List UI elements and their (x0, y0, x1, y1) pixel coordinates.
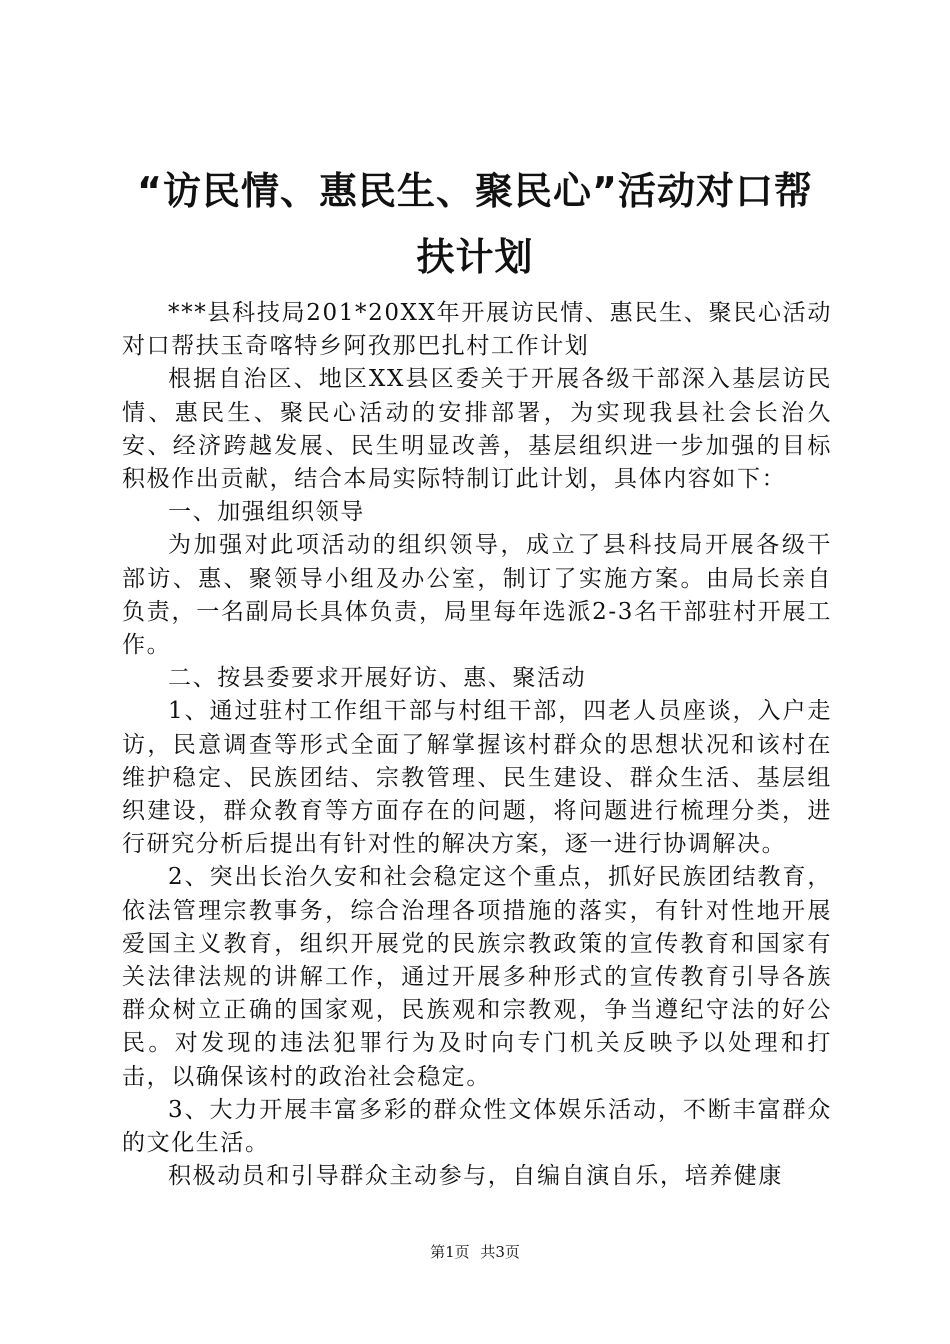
page-total: 共3页 (480, 1243, 520, 1261)
background-paragraph: 根据自治区、地区XX县区委关于开展各级干部深入基层访民情、惠民生、聚民心活动的安排部署，为实现我县社会长治久安、经济跨越发展、民生明显改善，基层组织进一步加强的目标积极作出贡献，结合本局实际特制订此计划，具体内容如下： (122, 366, 832, 493)
document-title: “访民情、惠民生、聚民心”活动对口帮扶计划 (137, 169, 813, 279)
section-heading-2: 二、按县委要求开展好访、惠、聚活动 (168, 665, 587, 692)
continuation-paragraph: 积极动员和引导群众主动参与，自编自演自乐，培养健康 (168, 1163, 783, 1190)
item-2-paragraph: 2、突出长治久安和社会稳定这个重点，抓好民族团结教育，依法管理宗教事务，综合治理各项措施的落实，有针对性地开展爱国主义教育，组织开展党的民族宗教政策的宣传教育和国家有关法律法规的讲解工作，通过开展多种形式的宣传教育引导各族群众树立正确的国家观，民族观和宗教观，争当遵纪守法的好公民。对发现的违法犯罪行为及时向专门机关反映予以处理和打击，以确保该村的政治社会稳定。 (122, 864, 832, 1090)
intro-heading-paragraph: ***县科技局201*20XX年开展访民情、惠民生、聚民心活动对口帮扶玉奇喀特乡阿孜那巴扎村工作计划 (122, 300, 832, 360)
section-1-paragraph: 为加强对此项活动的组织领导，成立了县科技局开展各级干部访、惠、聚领导小组及办公室，制订了实施方案。由局长亲自负责，一名副局长具体负责，局里每年选派2-3名干部驻村开展工作。 (122, 532, 832, 659)
section-heading-1: 一、加强组织领导 (168, 499, 365, 526)
item-3-paragraph: 3、大力开展丰富多彩的群众性文体娱乐活动，不断丰富群众的文化生活。 (122, 1096, 832, 1157)
page-footer (0, 1242, 950, 1262)
page-number: 第1页 (430, 1243, 470, 1261)
item-1-paragraph: 1、通过驻村工作组干部与村组干部，四老人员座谈，入户走访，民意调查等形式全面了解掌握该村群众的思想状况和该村在维护稳定、民族团结、宗教管理、民生建设、群众生活、基层组织建设，群众教育等方面存在的问题，将问题进行梳理分类，进行研究分析后提出有针对性的解决方案，逐一进行协调解决。 (122, 698, 832, 858)
document-body (122, 297, 832, 1193)
